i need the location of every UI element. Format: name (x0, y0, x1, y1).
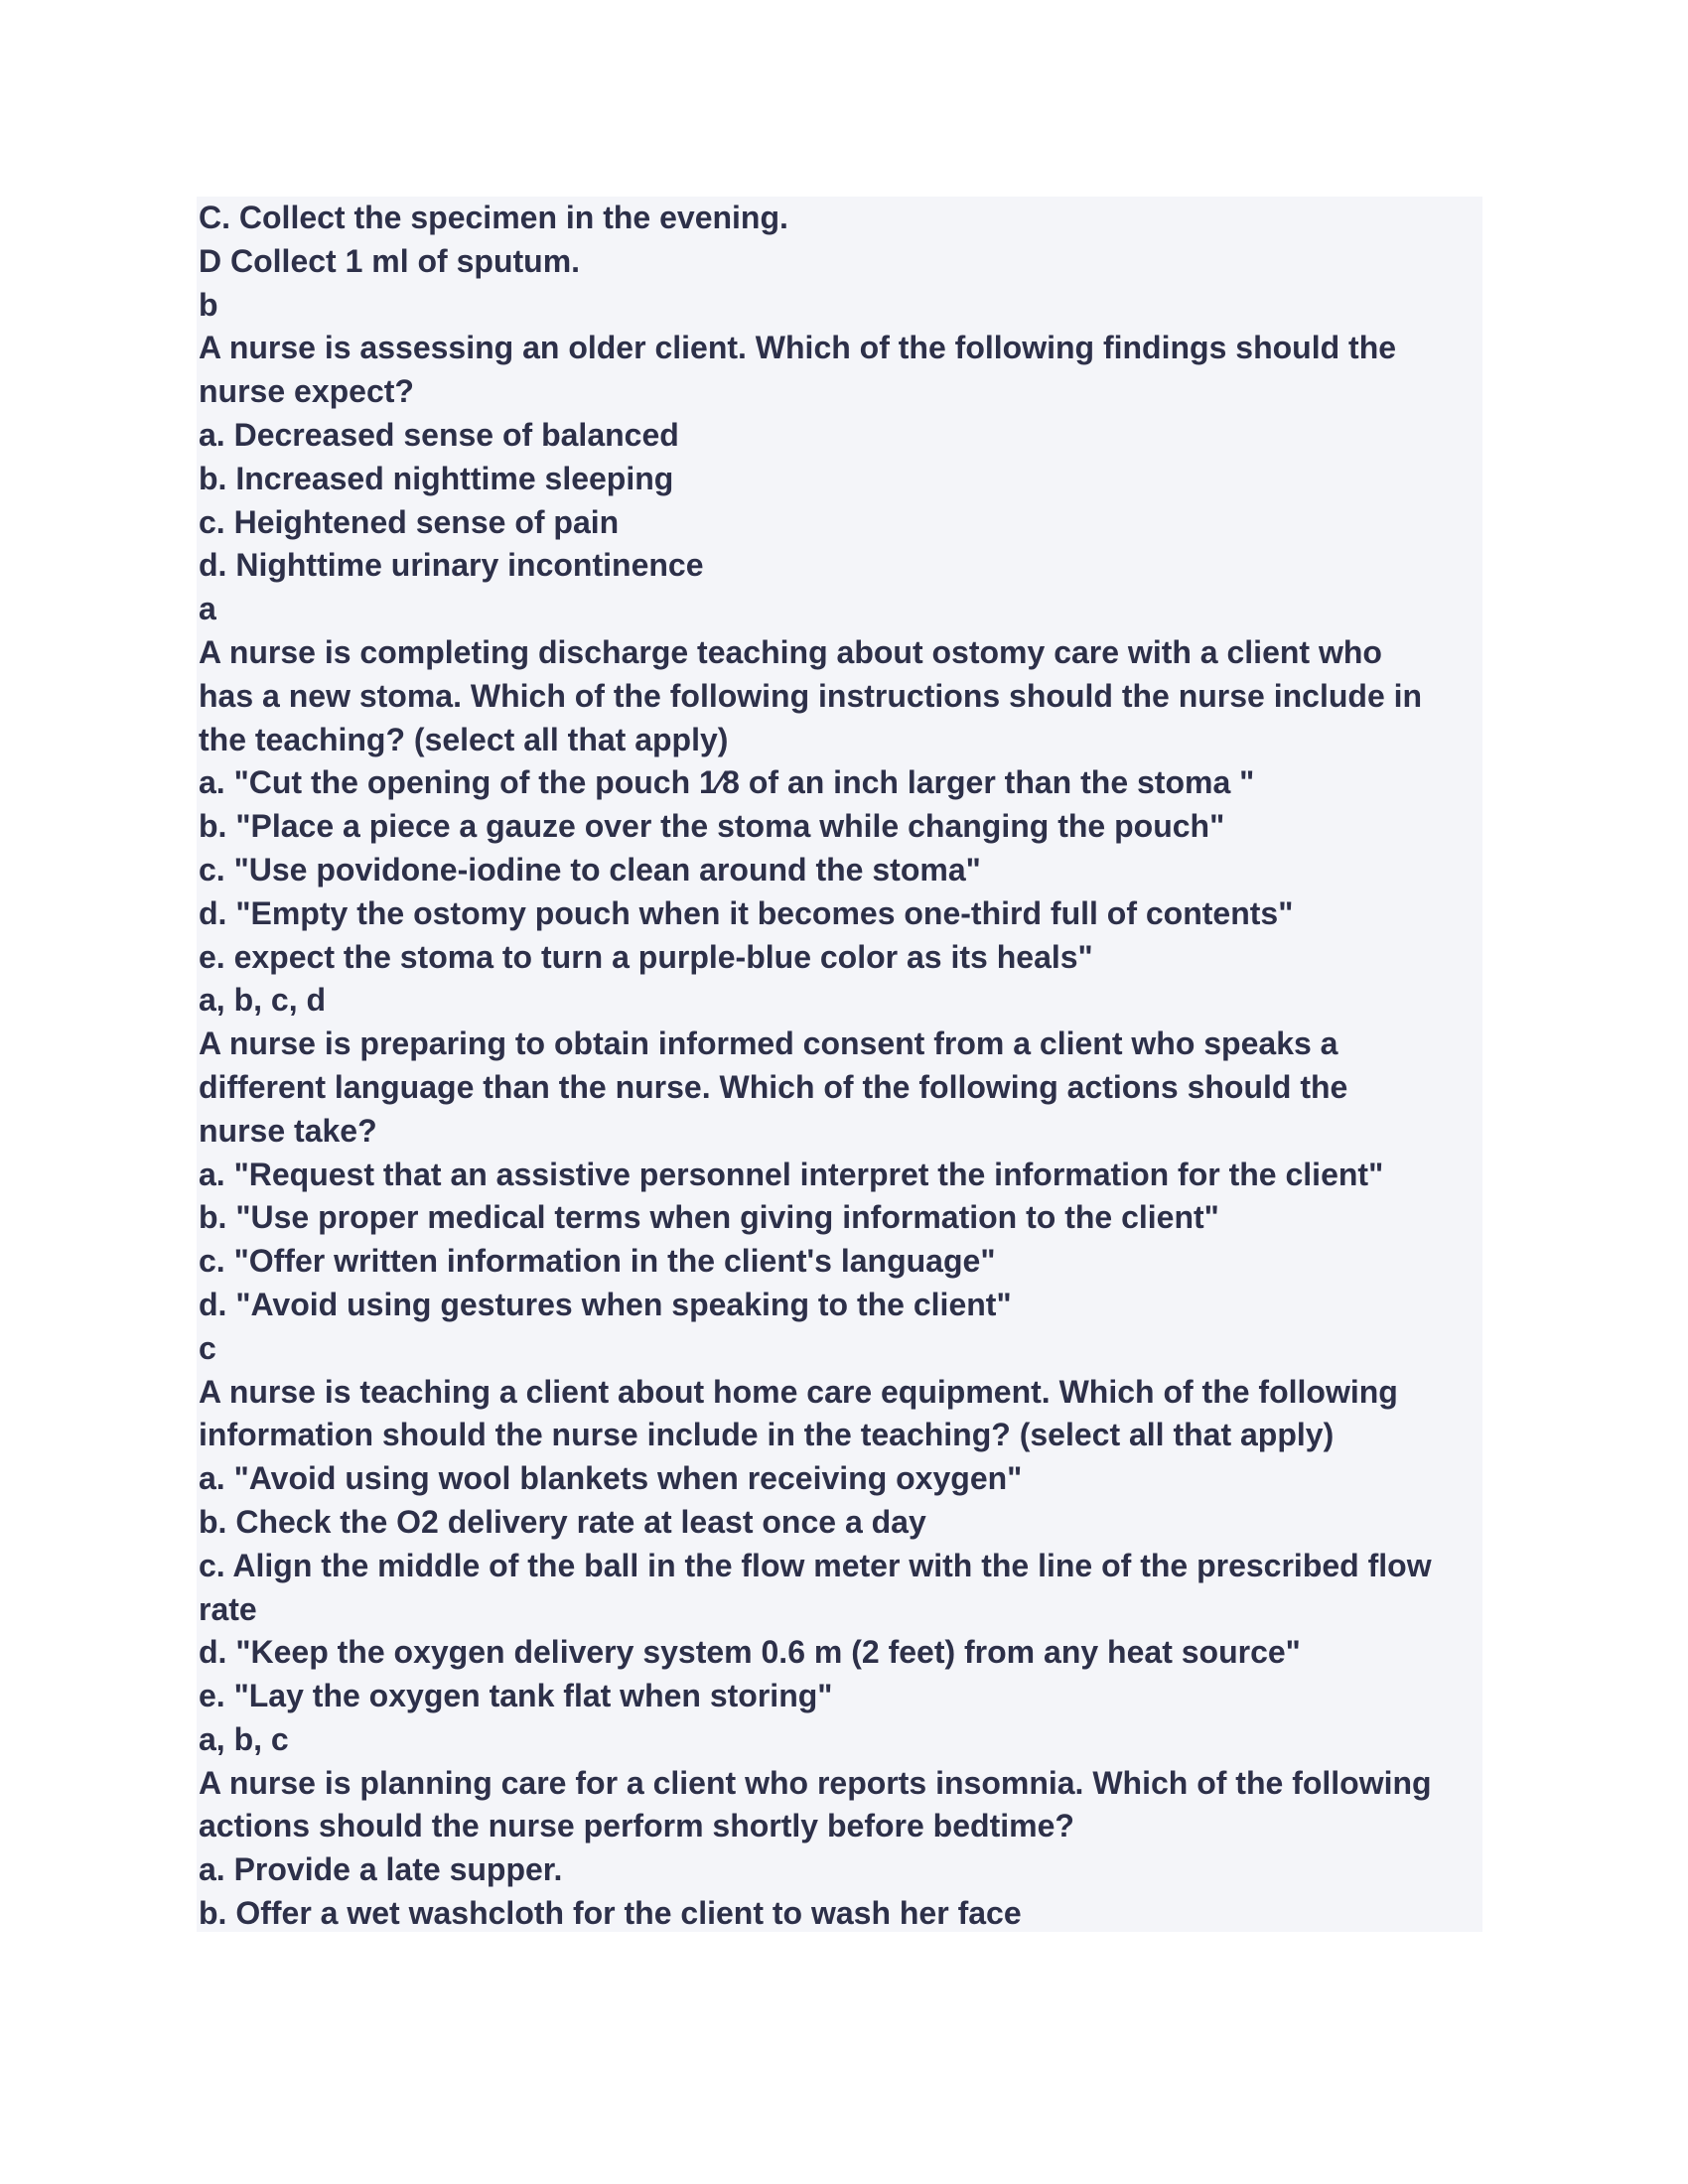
option-line: b. Check the O2 delivery rate at least once a day (199, 1503, 926, 1540)
question-line: A nurse is assessing an older client. Which of the following findings should the (199, 330, 1397, 366)
option-line: e. expect the stoma to turn a purple-blue color as its heals" (199, 938, 1093, 975)
text-line: C. Collect the specimen in the evening. (199, 200, 788, 235)
question-line: has a new stoma. Which of the following instructions should the nurse include in (199, 677, 1423, 714)
option-line: c. "Offer written information in the client's language" (199, 1243, 996, 1280)
question-line: A nurse is planning care for a client who reports insomnia. Which of the following (199, 1764, 1432, 1801)
option-line: d. "Empty the ostomy pouch when it becomes one-third full of contents" (199, 894, 1294, 931)
answer-line: a, b, c (199, 1720, 289, 1757)
question-line: nurse expect? (199, 373, 414, 410)
option-line: a. Provide a late supper. (199, 1851, 563, 1888)
text-line: D Collect 1 ml of sputum. (199, 242, 581, 279)
option-line: d. Nighttime urinary incontinence (199, 547, 704, 584)
option-line: e. "Lay the oxygen tank flat when storing" (199, 1678, 833, 1714)
answer-line: c (199, 1329, 216, 1366)
option-line: b. "Use proper medical terms when giving information to the client" (199, 1199, 1219, 1236)
option-line: c. Heightened sense of pain (199, 503, 620, 540)
document-text-block (197, 197, 1482, 1932)
question-line: different language than the nurse. Which of the following actions should the (199, 1068, 1348, 1105)
option-line: b. Offer a wet washcloth for the client to wash her face (199, 1895, 1022, 1932)
answer-line: a (199, 591, 216, 627)
option-line: a. Decreased sense of balanced (199, 416, 679, 453)
question-line: the teaching? (select all that apply) (199, 721, 729, 757)
option-line: rate (199, 1590, 257, 1627)
option-line: a. "Cut the opening of the pouch 1⁄8 of an inch larger than the stoma " (199, 764, 1255, 801)
option-line: c. Align the middle of the ball in the flow meter with the line of the prescribed flow (199, 1547, 1432, 1583)
option-line: d. "Keep the oxygen delivery system 0.6 m (2 feet) from any heat source" (199, 1634, 1301, 1671)
option-line: d. "Avoid using gestures when speaking to the client" (199, 1286, 1012, 1322)
option-line: b. Increased nighttime sleeping (199, 460, 674, 496)
option-line: a. "Avoid using wool blankets when receiving oxygen" (199, 1460, 1023, 1497)
answer-line: b (199, 286, 218, 323)
answer-line: a, b, c, d (199, 982, 327, 1019)
question-line: A nurse is preparing to obtain informed consent from a client who speaks a (199, 1025, 1338, 1062)
option-line: c. "Use povidone-iodine to clean around the stoma" (199, 851, 981, 887)
question-line: A nurse is teaching a client about home care equipment. Which of the following (199, 1373, 1398, 1410)
option-line: b. "Place a piece a gauze over the stoma while changing the pouch" (199, 808, 1225, 845)
question-line: actions should the nurse perform shortly before bedtime? (199, 1808, 1074, 1844)
question-line: information should the nurse include in the teaching? (select all that apply) (199, 1417, 1335, 1453)
question-line: A nurse is completing discharge teaching about ostomy care with a client who (199, 633, 1382, 670)
option-line: a. "Request that an assistive personnel interpret the information for the client" (199, 1156, 1384, 1192)
question-line: nurse take? (199, 1112, 377, 1149)
